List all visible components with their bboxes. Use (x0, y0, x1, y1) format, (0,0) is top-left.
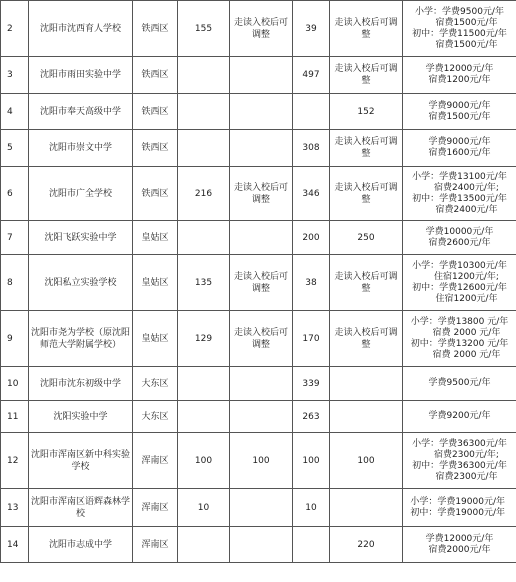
boarding-b: 100 (330, 433, 403, 489)
school-name: 沈阳市雨田实验中学 (29, 57, 133, 94)
fee-line: 学费9200元/年 (428, 411, 491, 421)
boarding-a (230, 367, 293, 401)
fee-cell (403, 401, 516, 433)
fee-cell (403, 255, 516, 311)
fee-cell (403, 527, 516, 563)
quota-b: 346 (293, 167, 330, 221)
row-number: 14 (1, 527, 29, 563)
fee-line: 住宿1200元/年 (435, 293, 498, 304)
table-row (1, 167, 516, 221)
fee-line: 宿费1200元/年 (428, 75, 491, 85)
quota-a (178, 401, 230, 433)
boarding-b: 走读入校后可调整 (330, 311, 403, 367)
fee-line: 学费12000元/年 (425, 533, 494, 544)
fee-cell (403, 221, 516, 255)
fee-line: 宿费2400元/年 (435, 204, 498, 215)
district: 铁西区 (133, 1, 178, 57)
fee-line: 初中：学费19000元/年 (410, 507, 505, 518)
quota-b (293, 527, 330, 563)
quota-a (178, 57, 230, 94)
boarding-a (230, 94, 293, 130)
table-row (1, 527, 516, 563)
fee-line: 宿费1500元/年 (435, 17, 498, 28)
boarding-b (330, 489, 403, 527)
district: 大东区 (133, 367, 178, 401)
table-row (1, 255, 516, 311)
table-row (1, 57, 516, 94)
quota-b: 170 (293, 311, 330, 367)
school-name: 沈阳市崇文中学 (29, 130, 133, 167)
fee-line: 初中：学费36300元/年 (412, 460, 507, 471)
boarding-b: 220 (330, 527, 403, 563)
row-number: 4 (1, 94, 29, 130)
district: 铁西区 (133, 167, 178, 221)
fee-line: 宿费1500元/年 (435, 39, 498, 50)
district: 皇姑区 (133, 255, 178, 311)
fee-line: 宿费1500元/年 (428, 111, 491, 122)
quota-b: 100 (293, 433, 330, 489)
row-number: 12 (1, 433, 29, 489)
fee-line: 小学：学费13800 元/年 (410, 316, 509, 327)
boarding-b: 250 (330, 221, 403, 255)
boarding-a: 走读入校后可调整 (230, 255, 293, 311)
quota-b: 339 (293, 367, 330, 401)
boarding-b: 走读入校后可调整 (330, 57, 403, 94)
fee-line: 小学：学费19000元/年 (410, 496, 505, 507)
boarding-a (230, 401, 293, 433)
fee-line: 宿费2000元/年 (428, 544, 491, 555)
fee-line: 学费12000元/年 (425, 64, 494, 74)
fee-line: 小学：学费36300元/年 (412, 438, 507, 449)
boarding-b (330, 367, 403, 401)
district: 铁西区 (133, 94, 178, 130)
fee-cell (403, 57, 516, 94)
school-name: 沈阳私立实验学校 (29, 255, 133, 311)
fee-cell (403, 130, 516, 167)
district: 皇姑区 (133, 221, 178, 255)
fee-line: 初中：学费11500元/年 (412, 28, 507, 39)
fee-cell (403, 367, 516, 401)
quota-a: 129 (178, 311, 230, 367)
boarding-a: 走读入校后可调整 (230, 311, 293, 367)
row-number: 10 (1, 367, 29, 401)
table-row (1, 130, 516, 167)
boarding-b: 走读入校后可调整 (330, 130, 403, 167)
boarding-a (230, 489, 293, 527)
district: 铁西区 (133, 130, 178, 167)
school-name: 沈阳市浑南区新中科实验学校 (29, 433, 133, 489)
fee-line: 小学：学费9500元/年 (415, 6, 504, 17)
fee-cell (403, 94, 516, 130)
table-row (1, 489, 516, 527)
quota-b: 308 (293, 130, 330, 167)
fee-line: 住宿1200元/年; (434, 271, 499, 282)
table-row (1, 1, 516, 57)
quota-a (178, 94, 230, 130)
school-name: 沈阳市志成中学 (29, 527, 133, 563)
quota-b: 200 (293, 221, 330, 255)
fee-line: 宿费2400元/年; (434, 182, 499, 193)
fee-cell (403, 311, 516, 367)
quota-b: 38 (293, 255, 330, 311)
fee-cell (403, 489, 516, 527)
fee-cell (403, 167, 516, 221)
boarding-a: 走读入校后可调整 (230, 1, 293, 57)
table-row (1, 94, 516, 130)
boarding-a (230, 221, 293, 255)
fee-line: 宿费 2000 元/年 (432, 327, 501, 338)
fee-line: 学费9500元/年 (428, 378, 491, 388)
quota-a (178, 130, 230, 167)
quota-b: 263 (293, 401, 330, 433)
fee-line: 初中：学费12600元/年 (412, 282, 507, 293)
row-number: 13 (1, 489, 29, 527)
quota-a: 100 (178, 433, 230, 489)
row-number: 7 (1, 221, 29, 255)
fee-line: 初中：学费13200 元/年 (410, 338, 509, 349)
boarding-b: 走读入校后可调整 (330, 167, 403, 221)
fee-line: 小学：学费13100元/年 (412, 171, 507, 182)
table-body (1, 1, 516, 563)
fee-cell (403, 433, 516, 489)
district: 大东区 (133, 401, 178, 433)
fee-line: 宿费 2000 元/年 (432, 349, 501, 360)
quota-a (178, 527, 230, 563)
district: 铁西区 (133, 57, 178, 94)
boarding-a: 走读入校后可调整 (230, 167, 293, 221)
quota-a: 10 (178, 489, 230, 527)
boarding-b (330, 401, 403, 433)
quota-b: 10 (293, 489, 330, 527)
boarding-b: 走读入校后可调整 (330, 1, 403, 57)
boarding-b: 走读入校后可调整 (330, 255, 403, 311)
school-name: 沈阳市沈西育人学校 (29, 1, 133, 57)
row-number: 11 (1, 401, 29, 433)
fee-line: 宿费2600元/年 (428, 237, 491, 248)
row-number: 2 (1, 1, 29, 57)
row-number: 9 (1, 311, 29, 367)
row-number: 3 (1, 57, 29, 94)
fee-line: 宿费1600元/年 (428, 148, 491, 158)
fee-line: 学费9000元/年 (428, 100, 491, 111)
fee-line: 宿费2300元/年; (434, 449, 499, 460)
district: 浑南区 (133, 527, 178, 563)
table-row (1, 221, 516, 255)
school-name: 沈阳市广全学校 (29, 167, 133, 221)
quota-a (178, 221, 230, 255)
table-row (1, 367, 516, 401)
school-name: 沈阳市尧为学校（原沈阳师范大学附属学校） (29, 311, 133, 367)
boarding-a (230, 57, 293, 94)
quota-a: 216 (178, 167, 230, 221)
fee-line: 学费10000元/年 (425, 226, 494, 237)
quota-b: 39 (293, 1, 330, 57)
table-row (1, 401, 516, 433)
school-name: 沈阳市浑南区语辉森林学校 (29, 489, 133, 527)
quota-a: 155 (178, 1, 230, 57)
quota-b: 497 (293, 57, 330, 94)
table-row (1, 433, 516, 489)
fee-line: 小学：学费10300元/年 (412, 260, 507, 271)
boarding-b: 152 (330, 94, 403, 130)
boarding-a (230, 527, 293, 563)
district: 浑南区 (133, 489, 178, 527)
fee-line: 学费9000元/年 (428, 137, 491, 147)
quota-a: 135 (178, 255, 230, 311)
row-number: 8 (1, 255, 29, 311)
school-name: 沈阳飞跃实验中学 (29, 221, 133, 255)
school-name: 沈阳市沈东初级中学 (29, 367, 133, 401)
school-name: 沈阳实验中学 (29, 401, 133, 433)
boarding-a (230, 130, 293, 167)
fee-cell (403, 1, 516, 57)
district: 浑南区 (133, 433, 178, 489)
district: 皇姑区 (133, 311, 178, 367)
school-name: 沈阳市奉天高级中学 (29, 94, 133, 130)
row-number: 5 (1, 130, 29, 167)
fee-line: 宿费2300元/年 (435, 471, 498, 482)
quota-a (178, 367, 230, 401)
table-row (1, 311, 516, 367)
row-number: 6 (1, 167, 29, 221)
fee-line: 初中：学费13500元/年 (412, 193, 507, 204)
quota-b (293, 94, 330, 130)
boarding-a: 100 (230, 433, 293, 489)
